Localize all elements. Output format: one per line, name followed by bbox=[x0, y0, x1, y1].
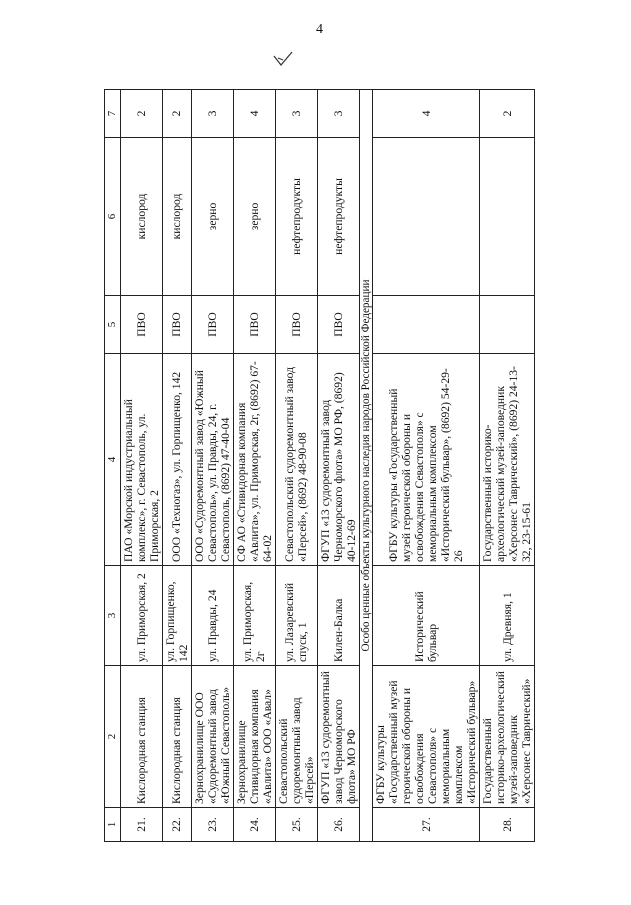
owner-info: ООО «Судоремонтный завод «Южный Севастополь», ул. Правды, 24, г. Севастополь, (8692) 47-40-04 bbox=[191, 354, 233, 566]
owner-info: Севастопольский судоремонтный завод «Персей», (8692) 48-90-08 bbox=[275, 354, 317, 566]
object-name: Кислородная станция bbox=[162, 666, 191, 808]
table-row bbox=[480, 90, 535, 842]
col-header-3: 3 bbox=[105, 566, 121, 666]
hazard-class: 3 bbox=[191, 90, 233, 138]
row-number: 27. bbox=[373, 808, 480, 842]
object-address: ул. Правды, 24 bbox=[191, 566, 233, 666]
col-header-6: 6 bbox=[105, 138, 121, 296]
section-row bbox=[359, 90, 373, 842]
col-header-5: 5 bbox=[105, 296, 121, 354]
hazardous-substance: кислород bbox=[121, 138, 163, 296]
object-type bbox=[373, 296, 480, 354]
table-row bbox=[233, 90, 275, 842]
object-type: ПВО bbox=[275, 296, 317, 354]
hazard-class: 2 bbox=[162, 90, 191, 138]
col-header-7: 7 bbox=[105, 90, 121, 138]
object-type: ПВО bbox=[162, 296, 191, 354]
hazardous-substance: зерно bbox=[191, 138, 233, 296]
hazard-class: 4 bbox=[233, 90, 275, 138]
col-header-1: 1 bbox=[105, 808, 121, 842]
object-address: ул. Древняя, 1 bbox=[480, 566, 535, 666]
rotated-table-container bbox=[104, 90, 534, 842]
object-name: Государственный историко-археологический музей-заповедник «Херсонес Таврический» bbox=[480, 666, 535, 808]
object-address: ул. Горпищенко, 142 bbox=[162, 566, 191, 666]
row-number: 28. bbox=[480, 808, 535, 842]
col-header-2: 2 bbox=[105, 666, 121, 808]
header-row bbox=[105, 90, 121, 842]
hazardous-substance bbox=[480, 138, 535, 296]
table-row bbox=[191, 90, 233, 842]
row-number: 23. bbox=[191, 808, 233, 842]
hazardous-substance: зерно bbox=[233, 138, 275, 296]
table-row bbox=[275, 90, 317, 842]
row-number: 24. bbox=[233, 808, 275, 842]
hazardous-substance: кислород bbox=[162, 138, 191, 296]
owner-info: СФ АО «Стивидорная компания «Авлита», ул. Приморская, 2г, (8692) 67-64-02 bbox=[233, 354, 275, 566]
table-row bbox=[121, 90, 163, 842]
object-address: Исторический бульвар bbox=[373, 566, 480, 666]
object-name: ФГБУ культуры «Государственный музей героической обороны и освобождения Севастополя» с мемориальным комплексом «Исторический бульвар» bbox=[373, 666, 480, 808]
object-name: ФГУП «13 судоремонтный завод Черноморского флота» МО РФ bbox=[317, 666, 359, 808]
object-type bbox=[480, 296, 535, 354]
owner-info: ФГУП «13 судоремонтный завод Черноморского флота» МО РФ, (8692) 40-12-69 bbox=[317, 354, 359, 566]
object-type: ПВО bbox=[233, 296, 275, 354]
page-number: 4 bbox=[316, 22, 323, 37]
hazard-class: 3 bbox=[275, 90, 317, 138]
hazard-class: 2 bbox=[121, 90, 163, 138]
row-number: 21. bbox=[121, 808, 163, 842]
handwritten-check-mark bbox=[272, 50, 294, 68]
object-name: Зернохранилище ООО «Судоремонтный завод «Южный Севастополь» bbox=[191, 666, 233, 808]
hazard-objects-table bbox=[104, 89, 535, 842]
object-address: Килен-Балка bbox=[317, 566, 359, 666]
hazard-class: 4 bbox=[373, 90, 480, 138]
object-name: Севастопольский судоремонтный завод «Персей» bbox=[275, 666, 317, 808]
owner-info: ООО «Техногаз», ул. Горпищенко, 142 bbox=[162, 354, 191, 566]
owner-info: Государственный историко-археологический музей-заповедник «Херсонес Таврический», (8692) 24-13-32, 23-15-61 bbox=[480, 354, 535, 566]
hazard-class: 3 bbox=[317, 90, 359, 138]
row-number: 26. bbox=[317, 808, 359, 842]
hazardous-substance: нефтепродукты bbox=[317, 138, 359, 296]
object-type: ПВО bbox=[191, 296, 233, 354]
owner-info: ФГБУ культуры «Государственный музей героической обороны и освобождения Севастополя» с мемориальным комплексом «Исторический бульвар», (8692) 54-29-26 bbox=[373, 354, 480, 566]
owner-info: ПАО «Морской индустриальный комплекс», г. Севастополь, ул. Приморская, 2 bbox=[121, 354, 163, 566]
section-title: Особо ценные объекты культурного наследия народов Российской Федерации bbox=[359, 90, 373, 842]
table-row bbox=[373, 90, 480, 842]
table-row bbox=[317, 90, 359, 842]
object-address: ул. Приморская, 2г bbox=[233, 566, 275, 666]
object-address: ул. Лазаревский спуск, 1 bbox=[275, 566, 317, 666]
object-type: ПВО bbox=[121, 296, 163, 354]
object-name: Зернохранилище Стивидорная компания «Авлита» ООО «Авал» bbox=[233, 666, 275, 808]
hazardous-substance: нефтепродукты bbox=[275, 138, 317, 296]
row-number: 22. bbox=[162, 808, 191, 842]
col-header-4: 4 bbox=[105, 354, 121, 566]
hazard-class: 2 bbox=[480, 90, 535, 138]
object-type: ПВО bbox=[317, 296, 359, 354]
table-row bbox=[162, 90, 191, 842]
object-address: ул. Приморская, 2 bbox=[121, 566, 163, 666]
object-name: Кислородная станция bbox=[121, 666, 163, 808]
row-number: 25. bbox=[275, 808, 317, 842]
hazardous-substance bbox=[373, 138, 480, 296]
